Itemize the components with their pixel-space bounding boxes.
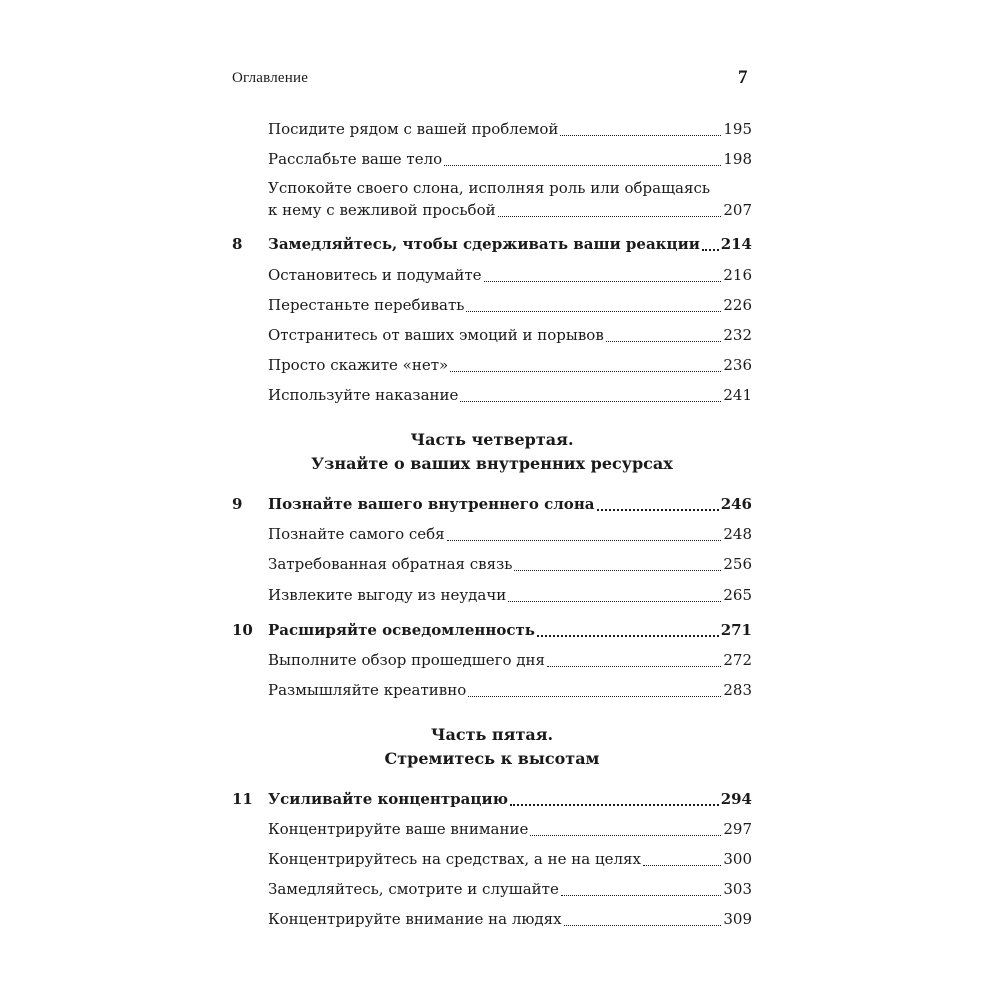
dot-leader (450, 371, 721, 372)
part-heading (232, 723, 752, 771)
dot-leader (460, 401, 721, 402)
page-number: 7 (738, 67, 748, 88)
toc-entry-page: 265 (723, 586, 752, 604)
chapter-number: 10 (232, 621, 253, 639)
toc-entry-title: Затребованная обратная связь (268, 555, 513, 573)
toc-entry-title-line1: Успокойте своего слона, исполняя роль или обращаясь (268, 179, 711, 197)
chapter-heading (232, 619, 752, 641)
toc-entry-page: 198 (723, 150, 752, 168)
toc-entry-page: 297 (723, 820, 752, 838)
toc-entry (268, 148, 752, 170)
chapter-title: Познайте вашего внутреннего слона (268, 495, 595, 513)
toc-entry-page: 226 (723, 296, 752, 314)
toc-entry-title: Просто скажите «нет» (268, 356, 449, 374)
toc-entry-title: Выполните обзор прошедшего дня (268, 651, 545, 669)
toc-entry (268, 523, 752, 545)
toc-entry (268, 294, 752, 316)
dot-leader (597, 509, 719, 511)
toc-entry-page: 236 (723, 356, 752, 374)
chapter-page: 294 (720, 790, 752, 808)
toc-entry (268, 679, 752, 701)
toc-entry (268, 818, 752, 840)
toc-entry (268, 264, 752, 286)
part-heading-line2: Стремитесь к высотам (384, 749, 600, 768)
dot-leader (643, 865, 721, 866)
dot-leader (560, 135, 721, 136)
part-heading-line1: Часть пятая. (430, 725, 554, 744)
toc-entry (268, 848, 752, 870)
dot-leader (444, 165, 721, 166)
chapter-number: 11 (232, 790, 253, 808)
chapter-title: Усиливайте концентрацию (268, 790, 508, 808)
dot-leader (530, 835, 721, 836)
part-heading-line2: Узнайте о ваших внутренних ресурсах (311, 454, 673, 473)
toc-entry-title: Познайте самого себя (268, 525, 445, 543)
toc-entry-title: Отстранитесь от ваших эмоций и порывов (268, 326, 604, 344)
toc-entry-title: Концентрируйте ваше внимание (268, 820, 529, 838)
chapter-heading (232, 788, 752, 810)
chapter-number: 8 (232, 235, 243, 253)
chapter-page: 246 (720, 495, 752, 513)
chapter-heading (232, 233, 752, 255)
toc-entry-title: Замедляйтесь, смотрите и слушайте (268, 880, 559, 898)
toc-entry-title-line2: к нему с вежливой просьбой (268, 201, 496, 219)
running-header-title: Оглавление (232, 70, 309, 86)
dot-leader (508, 601, 721, 602)
toc-entry-title: Посидите рядом с вашей проблемой (268, 120, 559, 138)
chapter-page: 271 (720, 621, 752, 639)
toc-entry (268, 384, 752, 406)
toc-entry-page: 248 (723, 525, 752, 543)
toc-entry-title: Концентрируйте внимание на людях (268, 910, 562, 928)
dot-leader (466, 311, 721, 312)
chapter-page: 214 (720, 235, 752, 253)
dot-leader (510, 804, 719, 806)
dot-leader (468, 696, 721, 697)
dot-leader (498, 216, 722, 217)
toc-entry-title: Размышляйте креативно (268, 681, 467, 699)
toc-entry (268, 908, 752, 930)
dot-leader (564, 925, 722, 926)
dot-leader (547, 666, 721, 667)
toc-entry (268, 553, 752, 575)
toc-entry (268, 354, 752, 376)
toc-entry-page: 207 (723, 201, 752, 219)
toc-entry-title: Извлеките выгоду из неудачи (268, 586, 507, 604)
toc-entry (268, 324, 752, 346)
chapter-number: 9 (232, 495, 243, 513)
part-heading (232, 428, 752, 476)
toc-entry-page: 195 (723, 120, 752, 138)
toc-entry-page: 256 (723, 555, 752, 573)
toc-entry-title: Перестаньте перебивать (268, 296, 465, 314)
toc-entry-page: 300 (723, 850, 752, 868)
toc-entry (268, 118, 752, 140)
dot-leader (537, 635, 719, 637)
toc-entry-title: Концентрируйтесь на средствах, а не на целях (268, 850, 641, 868)
dot-leader (561, 895, 722, 896)
toc-entry-title: Используйте наказание (268, 386, 459, 404)
toc-entry-page: 241 (723, 386, 752, 404)
toc-entry-page: 216 (723, 266, 752, 284)
toc-entry (268, 649, 752, 671)
dot-leader (484, 281, 722, 282)
toc-entry-page: 272 (723, 651, 752, 669)
part-heading-line1: Часть четвертая. (410, 430, 574, 449)
dot-leader (447, 540, 722, 541)
toc-entry-page: 303 (723, 880, 752, 898)
toc-entry-multiline (268, 177, 752, 221)
toc-entry-page: 309 (723, 910, 752, 928)
toc-entry-page: 232 (723, 326, 752, 344)
chapter-heading (232, 493, 752, 515)
chapter-title: Замедляйтесь, чтобы сдерживать ваши реакции (268, 235, 700, 253)
dot-leader (606, 341, 722, 342)
dot-leader (514, 570, 721, 571)
dot-leader (702, 249, 719, 251)
toc-entry-title: Остановитесь и подумайте (268, 266, 482, 284)
toc-entry (268, 584, 752, 606)
toc-entry-title: Расслабьте ваше тело (268, 150, 443, 168)
toc-entry (268, 878, 752, 900)
toc-entry-page: 283 (723, 681, 752, 699)
chapter-title: Расширяйте осведомленность (268, 621, 535, 639)
